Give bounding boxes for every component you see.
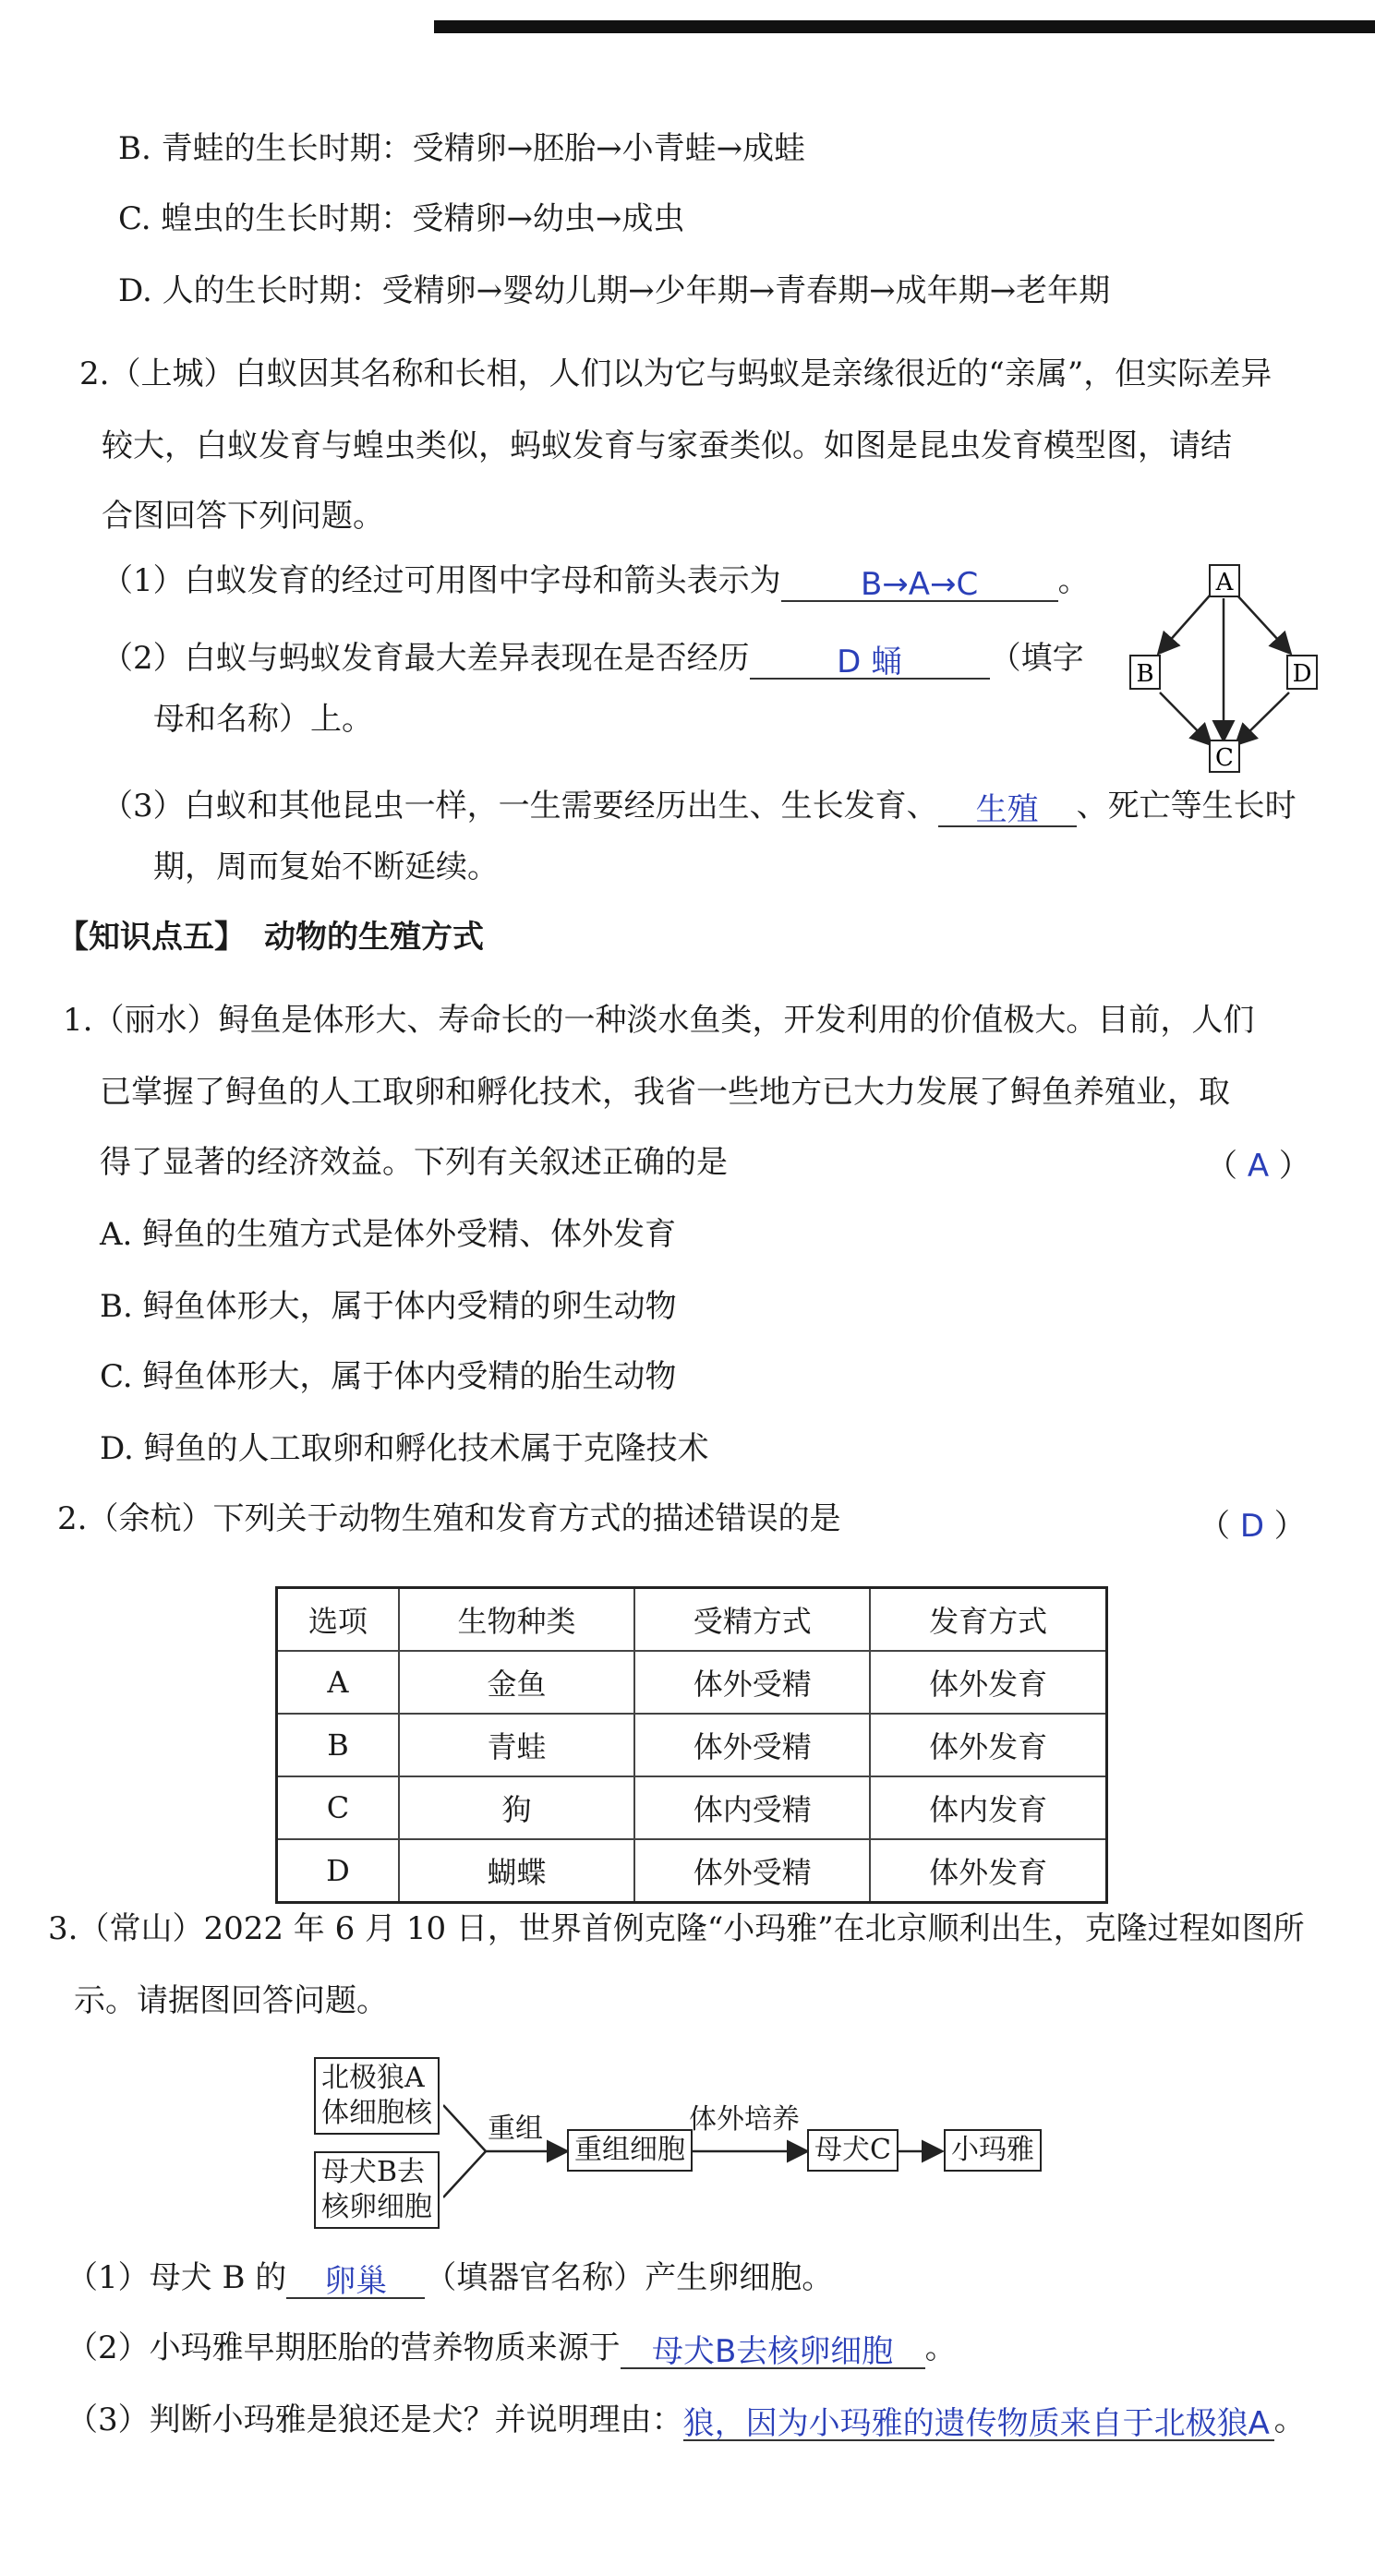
table-cell: 体外发育 — [870, 1714, 1106, 1776]
q2-part1-answer: B→A→C — [781, 563, 1058, 602]
table-cell: A — [277, 1651, 399, 1714]
section-tag: 【知识点五】 — [57, 919, 246, 956]
wolf-nucleus-line1: 北极狼A — [321, 2062, 425, 2094]
q2-stem-line2: 较大，白蚁发育与蝗虫类似，蚂蚁发育与家蚕类似。如图是昆虫发育模型图，请结 — [102, 427, 1232, 464]
s1-option-c: C. 鲟鱼体形大，属于体内受精的胎生动物 — [100, 1358, 677, 1395]
s3-part1-answer: 卵巢 — [286, 2260, 425, 2299]
s3-stem-line2: 示。请据图回答问题。 — [74, 1982, 388, 2019]
q2-part3-text: （3）白蚁和其他昆虫一样，一生需要经历出生、生长发育、 — [102, 788, 938, 825]
prev-option-c: C. 蝗虫的生长时期：受精卵→幼虫→成虫 — [118, 200, 685, 237]
s1-stem-line3: 得了显著的经济效益。下列有关叙述正确的是 — [100, 1144, 728, 1181]
s1-option-b: B. 鲟鱼体形大，属于体内受精的卵生动物 — [100, 1288, 677, 1325]
dog-egg-box — [314, 2151, 440, 2229]
s3-part1-text: （1）母犬 B 的 — [66, 2259, 287, 2296]
table-cell: 体内发育 — [870, 1776, 1106, 1839]
mother-dog-box: 母犬C — [807, 2129, 899, 2172]
dog-egg-line1: 母犬B去 — [321, 2156, 426, 2188]
merge-line-top — [443, 2105, 486, 2151]
table-header: 发育方式 — [870, 1588, 1106, 1652]
s3-part3-answer: 狼，因为小玛雅的遗传物质来自于北极狼A — [683, 2402, 1274, 2441]
xiaomaya-box: 小玛雅 — [944, 2129, 1042, 2172]
table-cell: 体外受精 — [634, 1651, 870, 1714]
node-d-label: D — [1292, 660, 1312, 688]
table-cell: 青蛙 — [399, 1714, 634, 1776]
arrow-a-to-b — [1160, 596, 1210, 652]
s3-part2-answer: 母犬B去核卵细胞 — [621, 2330, 925, 2369]
table-header-row — [277, 1588, 1107, 1652]
table-row — [277, 1714, 1107, 1776]
table-row — [277, 1839, 1107, 1903]
table-row — [277, 1776, 1107, 1839]
q2-stem-line3: 合图回答下列问题。 — [102, 498, 384, 535]
table-cell: C — [277, 1776, 399, 1839]
s1-stem-line2: 已掌握了鲟鱼的人工取卵和孵化技术，我省一些地方已大力发展了鲟鱼养殖业，取 — [100, 1074, 1230, 1111]
s1-stem-line1: 1.（丽水）鲟鱼是体形大、寿命长的一种淡水鱼类，开发利用的价值极大。目前，人们 — [63, 1002, 1255, 1039]
s3-stem-line1: 3.（常山）2022 年 6 月 10 日，世界首例克隆“小玛雅”在北京顺利出生，克隆过程如图所 — [48, 1910, 1305, 1947]
q2-part3-answer: 生殖 — [938, 788, 1077, 827]
s3-part3-text: （3）判断小玛雅是狼还是犬？并说明理由： — [66, 2401, 683, 2438]
arrow-b-to-c — [1160, 692, 1210, 743]
reproduction-table — [275, 1586, 1108, 1904]
table-header: 受精方式 — [634, 1588, 870, 1652]
table-cell: 狗 — [399, 1776, 634, 1839]
top-rule — [434, 20, 1375, 33]
table-cell: 体外发育 — [870, 1839, 1106, 1903]
s2-answer: D — [1239, 1508, 1264, 1545]
q2-part2-line2: 母和名称）上。 — [153, 701, 373, 738]
s2-stem: 2.（余杭）下列关于动物生殖和发育方式的描述错误的是 — [57, 1500, 841, 1537]
wolf-nucleus-line2: 体细胞核 — [321, 2097, 432, 2129]
table-cell: 体外受精 — [634, 1839, 870, 1903]
arrow-d-to-c — [1237, 692, 1289, 743]
q2-part1-end: 。 — [1057, 562, 1090, 599]
table-cell: 蝴蝶 — [399, 1839, 634, 1903]
table-cell: 金鱼 — [399, 1651, 634, 1714]
insect-development-diagram — [1117, 563, 1330, 776]
s3-part2 — [66, 2327, 957, 2369]
wolf-nucleus-box — [314, 2057, 440, 2135]
recombined-cell-box: 重组细胞 — [567, 2129, 693, 2172]
section-title: 动物的生殖方式 — [264, 919, 484, 956]
table-cell: 体内受精 — [634, 1776, 870, 1839]
s3-part3-end: 。 — [1273, 2401, 1306, 2438]
table-row — [277, 1651, 1107, 1714]
q2-stem-line1: 2.（上城）白蚁因其名称和长相，人们以为它与蚂蚁是亲缘很近的“亲属”，但实际差异 — [79, 355, 1272, 392]
table-header: 生物种类 — [399, 1588, 634, 1652]
s1-option-a: A. 鲟鱼的生殖方式是体外受精、体外发育 — [100, 1216, 677, 1253]
q2-part2-text: （2）白蚁与蚂蚁发育最大差异表现在是否经历 — [102, 640, 750, 677]
section-heading — [57, 916, 484, 958]
s1-answer-paren: （ A ） — [1206, 1148, 1310, 1185]
dog-egg-line2: 核卵细胞 — [321, 2191, 432, 2223]
s1-option-d: D. 鲟鱼的人工取卵和孵化技术属于克隆技术 — [100, 1430, 709, 1467]
s3-part2-text: （2）小玛雅早期胚胎的营养物质来源于 — [66, 2329, 621, 2366]
s3-part1-end: （填器官名称）产生卵细胞。 — [425, 2259, 834, 2296]
table-cell: 体外发育 — [870, 1651, 1106, 1714]
q2-part2 — [102, 637, 1084, 680]
s2-answer-paren: （ D ） — [1199, 1508, 1306, 1545]
culture-label: 体外培养 — [689, 2103, 800, 2136]
merge-line-bottom — [443, 2151, 486, 2197]
q2-part3-end: 、死亡等生长时 — [1076, 788, 1297, 825]
q2-part2-answer: D 蛹 — [750, 641, 990, 680]
prev-option-d: D. 人的生长时期：受精卵→婴幼儿期→少年期→青春期→成年期→老年期 — [118, 272, 1111, 309]
s3-part3 — [66, 2399, 1306, 2441]
s3-part1 — [66, 2257, 833, 2299]
q2-part2-end: （填字 — [989, 640, 1084, 677]
table-cell: B — [277, 1714, 399, 1776]
s3-part2-end: 。 — [924, 2329, 957, 2366]
arrow-a-to-d — [1237, 596, 1289, 652]
table-cell: D — [277, 1839, 399, 1903]
recombine-label: 重组 — [488, 2113, 543, 2145]
node-a-label: A — [1215, 569, 1234, 596]
table-cell: 体外受精 — [634, 1714, 870, 1776]
node-c-label: C — [1215, 744, 1234, 772]
prev-option-b: B. 青蛙的生长时期：受精卵→胚胎→小青蛙→成蛙 — [118, 130, 806, 167]
s1-answer: A — [1247, 1148, 1270, 1185]
q2-part1-text: （1）白蚁发育的经过可用图中字母和箭头表示为 — [102, 562, 781, 599]
q2-part3-line2: 期，周而复始不断延续。 — [153, 849, 499, 885]
node-b-label: B — [1136, 660, 1154, 688]
q2-part3 — [102, 785, 1297, 827]
table-header: 选项 — [277, 1588, 399, 1652]
q2-part1 — [102, 560, 1090, 602]
